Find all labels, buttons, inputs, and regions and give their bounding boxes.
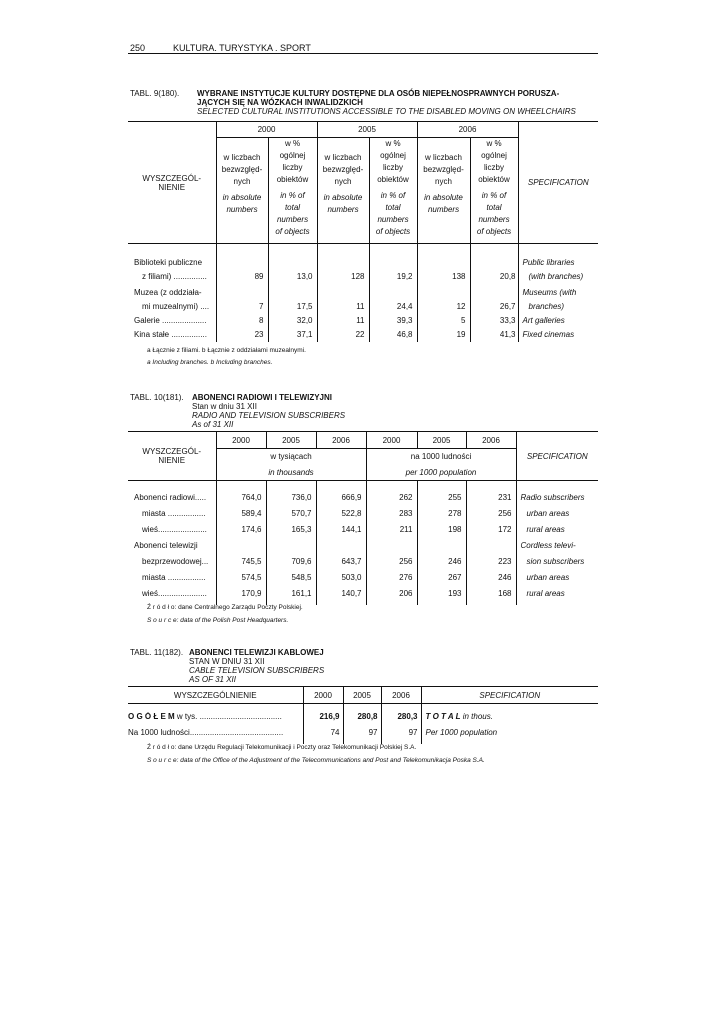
t1-spec-head: SPECIFICATION [518,122,598,244]
t1-col-percent: w % ogólnej liczby obiektów in % of total numbers of objects [369,138,417,244]
t2-year: 2006 [316,432,366,449]
table-row: wieś...................... 174,6 165,3 144,1 211 198 172 rural areas [128,525,598,541]
t1-title-line1: WYBRANE INSTYTUCJE KULTURY DOSTĘPNE DLA OSÓB NIEPEŁNOSPRAWNYCH PORUSZA- [197,89,560,98]
t1-stub-head: WYSZCZEGÓL- NIENIE [142,173,202,192]
t1-note-pl: a Łącznie z filiami. b Łącznie z oddziałami muzealnymi. [147,347,306,354]
t1-year: 2000 [216,122,317,138]
table-row: Biblioteki publiczne z filiami) ............... 89 13,0 128 19,2 138 20,8 Public libraries (with branches) [128,244,598,285]
t3-year: 2000 [303,687,343,704]
t3-title-en: CABLE TELEVISION SUBSCRIBERS [189,666,325,675]
table-row: miasta ................. 589,4 570,7 522,8 283 278 256 urban areas [128,509,598,525]
page-number: 250 [130,43,146,53]
t1-number: TABL. 9(180). [130,89,180,98]
table-row: miasta ................. 574,5 548,5 503,0 276 267 246 urban areas [128,573,598,589]
t3-subtitle-en: AS OF 31 XII [189,675,236,684]
table-row: bezprzewodowej... 745,5 709,6 643,7 256 246 223 sion subscribers [128,557,598,573]
t1-title-line2: JĄCYCH SIĘ NA WÓZKACH INWALIDZKICH [197,98,363,107]
t2-stub-head: WYSZCZEGÓL- NIENIE [142,447,202,465]
t1-col-absolute: w liczbach bezwzględ- nych in absolute numbers [417,138,470,244]
table-row: O G Ó Ł E M w tys. ..................................... 216,9 280,8 280,3 T O T A L in thous. [128,712,598,728]
table-radio-tv-subscribers [128,431,598,605]
t2-spec-head: SPECIFICATION [516,432,598,481]
t1-title-en: SELECTED CULTURAL INSTITUTIONS ACCESSIBLE TO THE DISABLED MOVING ON WHEELCHAIRS [197,107,576,116]
table-row: Galerie .................... 8 32,0 11 39,3 5 33,3 Art galleries [128,314,598,328]
t3-year: 2006 [381,687,421,704]
t2-subtitle-en: As of 31 XII [192,420,234,429]
t2-title: ABONENCI RADIOWI I TELEWIZYJNI [192,393,332,402]
table-row: Abonenci radiowi..... 764,0 736,0 666,9 262 255 231 Radio subscribers [128,493,598,509]
t1-year: 2006 [417,122,518,138]
table-cable-tv-subscribers [128,686,598,744]
t1-year: 2005 [317,122,417,138]
t1-col-absolute: w liczbach bezwzględ- nych in absolute numbers [317,138,369,244]
t3-source-en: S o u r c e: data of the Office of the Adjustment of the Telecommunications and Post and Telekomunikacja Poska S.A. [147,757,485,764]
running-header: KULTURA. TURYSTYKA . SPORT [173,43,311,53]
t2-source-pl: Ź r ó d ł o: dane Centralnego Zarządu Poczty Polskiej. [147,604,303,611]
t3-source-pl: Ź r ó d ł o: dane Urzędu Regulacji Telekomunikacji i Poczty oraz Telekomunikacji Polskiej S.A. [147,744,417,751]
table-row: Muzea (z oddziała- mi muzealnymi) .... 7 17,5 11 24,4 12 26,7 Museums (with branches) [128,284,598,314]
t3-year: 2005 [343,687,381,704]
t1-col-absolute: w liczbach bezwzględ- nych in absolute numbers [216,138,268,244]
t2-unit2-en: per 1000 population [366,465,516,481]
table-row: wieś...................... 170,9 161,1 140,7 206 193 168 rural areas [128,589,598,605]
t2-number: TABL. 10(181). [130,393,184,402]
t1-note-en: a Including branches. b Including branches. [147,359,273,366]
t3-spec-head: SPECIFICATION [421,687,598,704]
t2-year: 2005 [266,432,316,449]
table-row: Kina stałe ................ 23 37,1 22 46,8 19 41,3 Fixed cinemas [128,328,598,342]
header-rule [128,53,598,54]
table-row: Abonenci telewizji Cordless televi- [128,541,598,557]
t2-source-en: S o u r c e: data of the Polish Post Headquarters. [147,617,289,624]
t3-stub-head: WYSZCZEGÓLNIENIE [173,690,257,700]
t2-unit1-pl: w tysiącach [216,449,366,465]
t2-unit1-en: in thousands [216,465,366,481]
t1-col-percent: w % ogólnej liczby obiektów in % of total numbers of objects [470,138,518,244]
t2-year: 2000 [216,432,266,449]
t1-col-percent: w % ogólnej liczby obiektów in % of total numbers of objects [268,138,317,244]
t2-year: 2006 [466,432,516,449]
t3-title: ABONENCI TELEWIZJI KABLOWEJ [189,648,324,657]
t2-year: 2000 [366,432,417,449]
t3-number: TABL. 11(182). [130,648,184,657]
t2-subtitle: Stan w dniu 31 XII [192,402,257,411]
table-cultural-institutions [128,121,598,342]
t3-subtitle: STAN W DNIU 31 XII [189,657,265,666]
t2-year: 2005 [417,432,466,449]
t2-title-en: RADIO AND TELEVISION SUBSCRIBERS [192,411,346,420]
table-row: Na 1000 ludności.......................................... 74 97 97 Per 1000 population [128,728,598,744]
t2-unit2-pl: na 1000 ludności [366,449,516,465]
